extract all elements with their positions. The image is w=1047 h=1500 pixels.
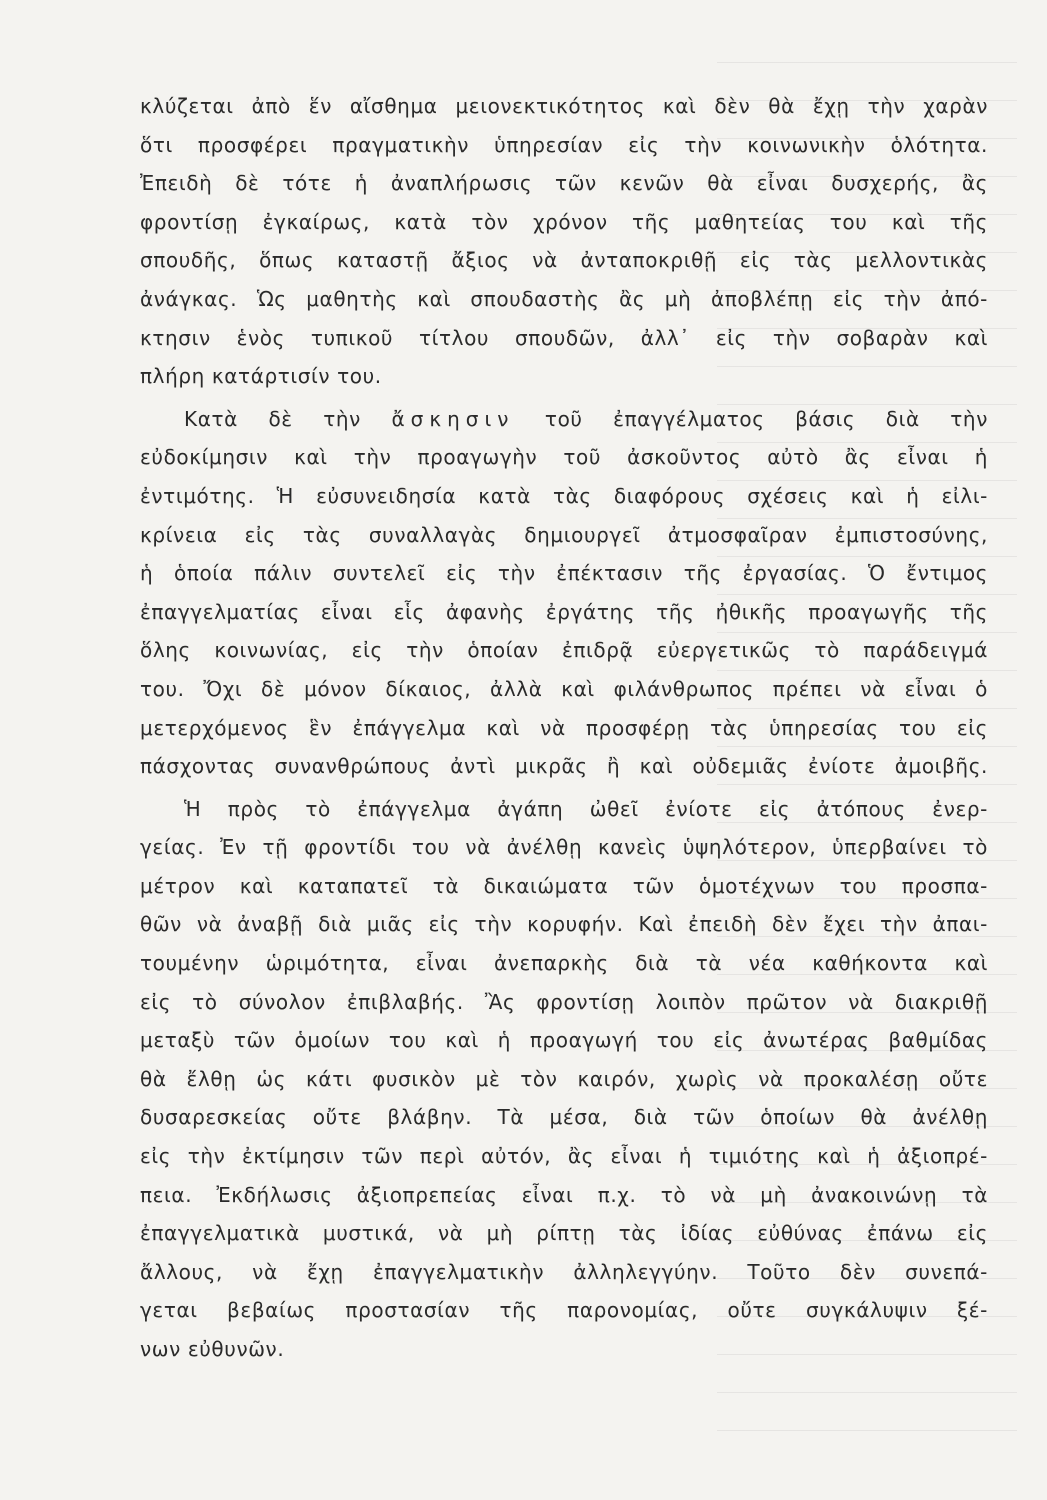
- spaced-emphasis: ἄσκησιν: [391, 406, 515, 431]
- text-run: Κατὰ δὲ τὴν: [184, 406, 361, 431]
- text-line: πλήρη κατάρτισίν του.: [140, 364, 382, 389]
- text-line: ἐπαγγελματικὰ μυστικά, νὰ μὴ ρίπτῃ τὰς ἰδίας εὐθύνας ἐπάνω εἰς: [140, 1221, 988, 1246]
- text-line: μέτρον καὶ καταπατεῖ τὰ δικαιώματα τῶν ὁμοτέχνων του προσπα-: [140, 873, 988, 898]
- text-line: κλύζεται ἀπὸ ἕν αἴσθημα μειονεκτικότητος καὶ δὲν θὰ ἔχῃ τὴν χαρὰν: [140, 94, 988, 118]
- text-line: σπουδῆς, ὅπως καταστῇ ἄξιος νὰ ἀνταποκριθῇ εἰς τὰς μελλοντικὰς: [140, 248, 988, 273]
- text-line: Ἡ πρὸς τὸ ἐπάγγελμα ἀγάπη ὠθεῖ ἐνίοτε εἰς ἀτόπους ἐνερ-: [184, 796, 988, 821]
- paragraph-2: [140, 400, 988, 786]
- text-line: τουμένην ὡριμότητα, εἶναι ἀνεπαρκὴς διὰ τὰ νέα καθήκοντα καὶ: [140, 951, 988, 976]
- text-line: θὰ ἔλθῃ ὡς κάτι φυσικὸν μὲ τὸν καιρόν, χωρὶς νὰ προκαλέσῃ οὔτε: [140, 1066, 988, 1091]
- text-line: ἡ ὁποία πάλιν συντελεῖ εἰς τὴν ἐπέκτασιν τῆς ἐργασίας. Ὁ ἔντιμος: [140, 561, 988, 586]
- text-line: Ἐπειδὴ δὲ τότε ἡ ἀναπλήρωσις τῶν κενῶν θὰ εἶναι δυσχερής, ἂς: [140, 171, 988, 196]
- text-line: μετερχόμενος ἓν ἐπάγγελμα καὶ νὰ προσφέρῃ τὰς ὑπηρεσίας του εἰς: [140, 715, 988, 740]
- text-line: μεταξὺ τῶν ὁμοίων του καὶ ἡ προαγωγή του εἰς ἀνωτέρας βαθμίδας: [140, 1028, 988, 1053]
- text-line-first: [140, 400, 988, 439]
- text-line: γεται βεβαίως προστασίαν τῆς παρονομίας, οὔτε συγκάλυψιν ξέ-: [140, 1298, 988, 1323]
- paragraph-3: [140, 790, 988, 1369]
- text-line: φροντίσῃ ἐγκαίρως, κατὰ τὸν χρόνον τῆς μαθητείας του καὶ τῆς: [140, 209, 988, 234]
- text-run: τοῦ ἐπαγγέλματος βάσις διὰ τὴν: [544, 406, 988, 431]
- text-line: ἄλλους, νὰ ἔχῃ ἐπαγγελματικὴν ἀλληλεγγύην. Τοῦτο δὲν συνεπά-: [140, 1259, 988, 1284]
- text-line: εὐδοκίμησιν καὶ τὴν προαγωγὴν τοῦ ἀσκοῦντος αὐτὸ ἂς εἶναι ἡ: [140, 445, 988, 470]
- text-line: ἐπαγγελματίας εἶναι εἷς ἀφανὴς ἐργάτης τῆς ἠθικῆς προαγωγῆς τῆς: [140, 599, 988, 624]
- text-line: κτησιν ἑνὸς τυπικοῦ τίτλου σπουδῶν, ἀλλ᾽ εἰς τὴν σοβαρὰν καὶ: [140, 325, 988, 350]
- text-line: εἰς τὴν ἐκτίμησιν τῶν περὶ αὐτόν, ἂς εἶναι ἡ τιμιότης καὶ ἡ ἀξιοπρέ-: [140, 1144, 988, 1169]
- text-line: δυσαρεσκείας οὔτε βλάβην. Τὰ μέσα, διὰ τῶν ὁποίων θὰ ἀνέλθῃ: [140, 1105, 988, 1130]
- text-line: ὅτι προσφέρει πραγματικὴν ὑπηρεσίαν εἰς τὴν κοινωνικὴν ὁλότητα.: [140, 132, 988, 157]
- text-line: πάσχοντας συνανθρώπους ἀντὶ μικρᾶς ἢ καὶ οὐδεμιᾶς ἐνίοτε ἀμοιβῆς.: [140, 754, 988, 779]
- text-line: ἀνάγκας. Ὡς μαθητὴς καὶ σπουδαστὴς ἂς μὴ ἀποβλέπῃ εἰς τὴν ἀπό-: [140, 286, 988, 311]
- text-line: εἰς τὸ σύνολον ἐπιβλαβής. Ἂς φροντίσῃ λοιπὸν πρῶτον νὰ διακριθῇ: [140, 989, 988, 1014]
- text-line: πεια. Ἐκδήλωσις ἀξιοπρεπείας εἶναι π.χ. τὸ νὰ μὴ ἀνακοινώνῃ τὰ: [140, 1182, 988, 1207]
- body-text: [140, 87, 988, 1369]
- text-line: γείας. Ἐν τῇ φροντίδι του νὰ ἀνέλθῃ κανεὶς ὑψηλότερον, ὑπερβαίνει τὸ: [140, 835, 988, 860]
- text-line: κρίνεια εἰς τὰς συναλλαγὰς δημιουργεῖ ἀτμοσφαῖραν ἐμπιστοσύνης,: [140, 522, 988, 547]
- text-line: νων εὐθυνῶν.: [140, 1337, 285, 1361]
- paragraph-1: [140, 87, 988, 396]
- text-line: ἐντιμότης. Ἡ εὐσυνειδησία κατὰ τὰς διαφόρους σχέσεις καὶ ἡ εἰλι-: [140, 483, 988, 508]
- text-line: ὅλης κοινωνίας, εἰς τὴν ὁποίαν ἐπιδρᾷ εὐεργετικῶς τὸ παράδειγμά: [140, 638, 988, 663]
- text-line: του. Ὄχι δὲ μόνον δίκαιος, ἀλλὰ καὶ φιλάνθρωπος πρέπει νὰ εἶναι ὁ: [140, 676, 988, 701]
- text-line: θῶν νὰ ἀναβῇ διὰ μιᾶς εἰς τὴν κορυφήν. Καὶ ἐπειδὴ δὲν ἔχει τὴν ἀπαι-: [140, 912, 988, 937]
